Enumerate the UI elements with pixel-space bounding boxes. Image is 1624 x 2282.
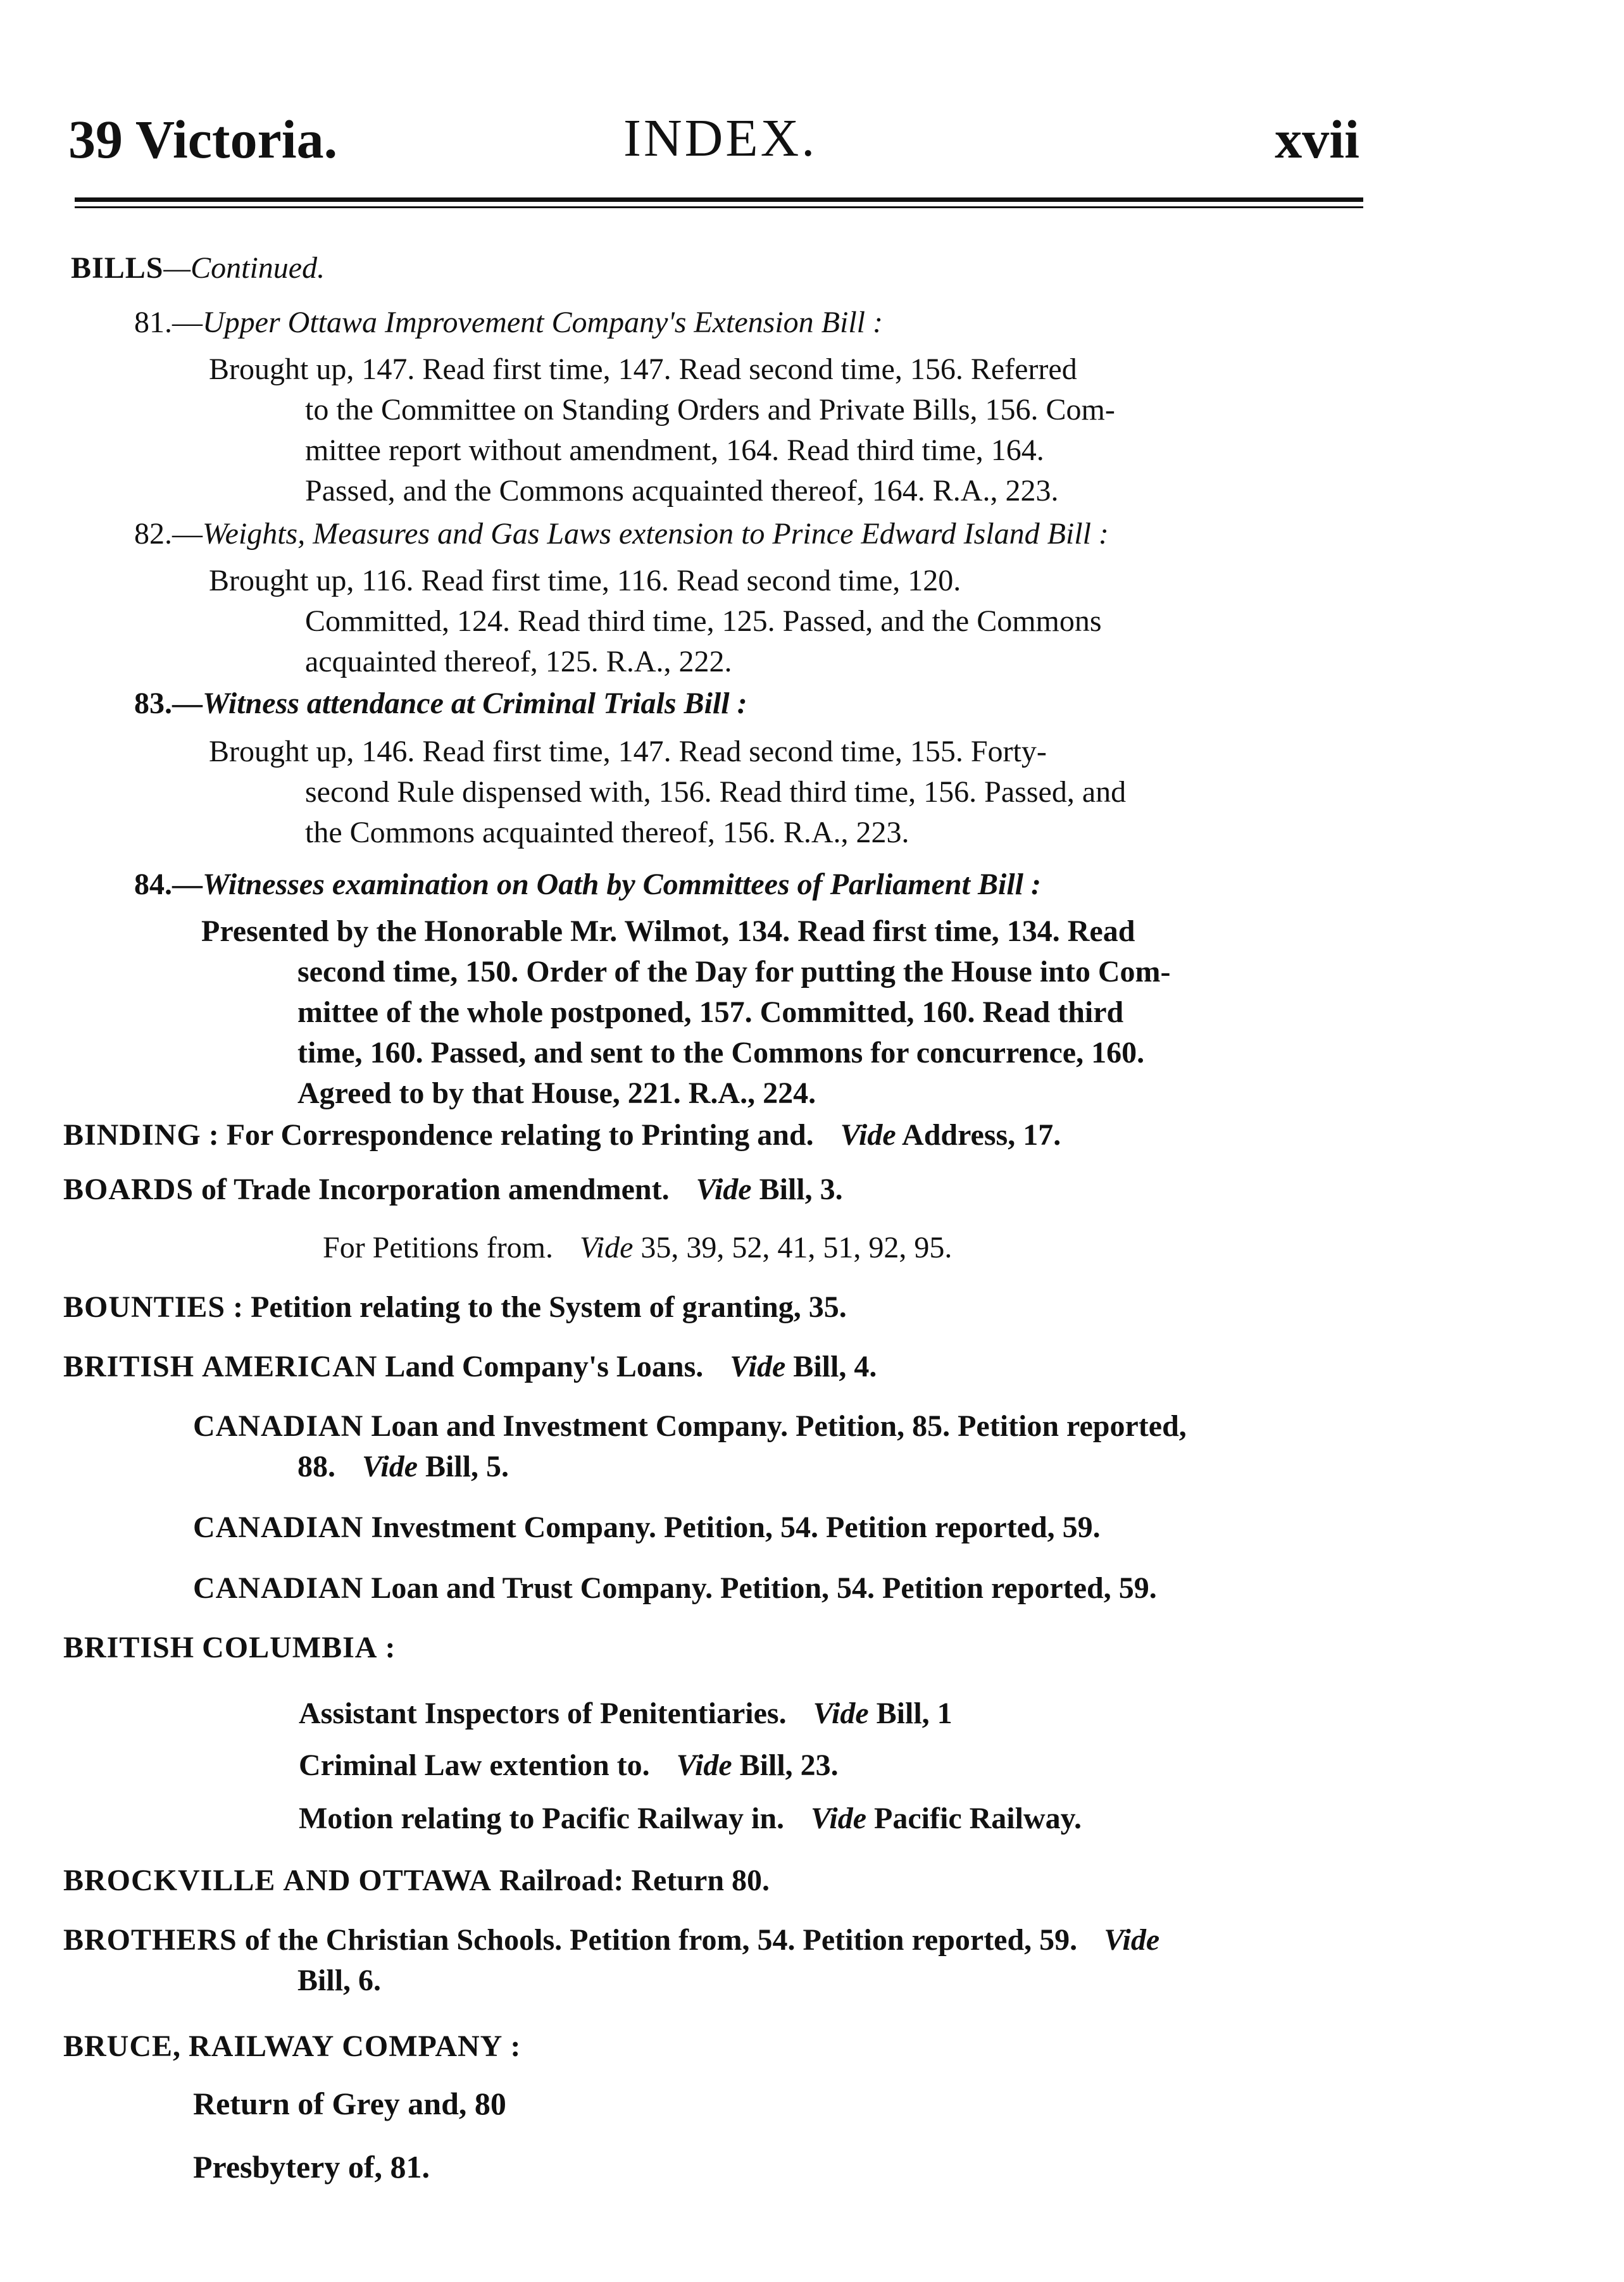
entry-head: COMPANY xyxy=(342,2029,503,2063)
bill-proceedings xyxy=(209,349,1115,511)
bill-title xyxy=(134,302,883,343)
bill-name: Witness attendance at Criminal Trials Bill : xyxy=(203,687,747,720)
entry-ref: 35, 39, 52, 41, 51, 92, 95. xyxy=(640,1231,953,1264)
entry-head: BRITISH xyxy=(63,1631,195,1664)
bill-proceedings xyxy=(201,911,1170,1114)
entry-head: RAILWAY xyxy=(189,2029,335,2063)
proceedings-line: Brought up, 146. Read first time, 147. Read second time, 155. Forty- xyxy=(209,735,1047,768)
entry-head: BROCKVILLE xyxy=(63,1864,276,1897)
bill-number: 83.— xyxy=(134,687,203,720)
entry-head: BOUNTIES xyxy=(63,1290,226,1324)
entry-head: OTTAWA xyxy=(358,1864,492,1897)
entry-text: Criminal Law extention to. xyxy=(299,1749,650,1782)
bill-name: Witnesses examination on Oath by Committees of Parliament Bill : xyxy=(203,868,1041,901)
bill-proceedings xyxy=(209,732,1126,853)
section-heading-suffix: —Continued. xyxy=(163,251,325,285)
proceedings-line: the Commons acquainted thereof, 156. R.A., 223. xyxy=(305,816,909,849)
header-rule-thin xyxy=(75,206,1363,208)
entry-colon: : xyxy=(510,2029,521,2063)
header-title: INDEX. xyxy=(623,109,818,168)
bill-name: Weights, Measures and Gas Laws extension to Prince Edward Island Bill : xyxy=(203,517,1109,551)
entry-text: of the Christian Schools. Petition from, 54. Petition reported, 59. xyxy=(244,1923,1078,1957)
vide-label: Vide xyxy=(362,1450,418,1483)
proceedings-line: time, 160. Passed, and sent to the Commons for concurrence, 160. xyxy=(297,1036,1145,1069)
proceedings-line: Brought up, 116. Read first time, 116. Read second time, 120. xyxy=(209,564,961,597)
index-subentry xyxy=(299,1745,839,1786)
index-subentry-canadian-loan xyxy=(193,1406,1187,1487)
entry-head: AMERICAN xyxy=(202,1350,378,1383)
entry-text: : For Correspondence relating to Printing and. xyxy=(208,1118,814,1152)
proceedings-line: Brought up, 147. Read first time, 147. Read second time, 156. Referred xyxy=(209,352,1077,386)
index-entry-bounties xyxy=(63,1287,847,1328)
entry-text: Loan and Investment Company. Petition, 85. Petition reported, xyxy=(371,1409,1187,1443)
vide-label: Vide xyxy=(840,1118,896,1152)
entry-ref: Bill, 4. xyxy=(793,1350,877,1383)
index-entry-brockville xyxy=(63,1861,770,1901)
vide-label: Vide xyxy=(811,1802,867,1835)
header-session: 39 Victoria. xyxy=(68,109,338,170)
vide-label: Vide xyxy=(1104,1923,1160,1957)
entry-head: CANADIAN xyxy=(193,1571,364,1605)
index-entry-brothers xyxy=(63,1920,1159,2001)
header-page-number: xvii xyxy=(1275,109,1359,170)
proceedings-line: Presented by the Honorable Mr. Wilmot, 134. Read first time, 134. Read xyxy=(201,914,1135,948)
proceedings-line: second Rule dispensed with, 156. Read third time, 156. Passed, and xyxy=(305,775,1127,809)
section-heading-name: BILLS xyxy=(71,251,164,285)
proceedings-line: Passed, and the Commons acquainted thereof, 164. R.A., 223. xyxy=(305,474,1059,508)
entry-ref: Bill, 1 xyxy=(876,1697,953,1730)
index-subentry-canadian-investment xyxy=(193,1507,1101,1548)
header-rule xyxy=(75,197,1363,202)
entry-text: For Petitions from. xyxy=(323,1231,554,1264)
section-heading xyxy=(71,248,325,289)
entry-head: BOARDS xyxy=(63,1173,194,1206)
entry-head: CANADIAN xyxy=(193,1511,364,1544)
entry-text: : Petition relating to the System of granting, 35. xyxy=(233,1290,847,1324)
bill-title xyxy=(134,864,1041,905)
index-subentry-canadian-trust xyxy=(193,1568,1157,1609)
index-subentry xyxy=(299,1799,1082,1839)
entry-ref: Bill, 5. xyxy=(425,1450,509,1483)
index-subentry: Presbytery of, 81. xyxy=(193,2149,430,2185)
vide-label: Vide xyxy=(813,1697,869,1730)
proceedings-line: mittee report without amendment, 164. Read third time, 164. xyxy=(305,433,1044,467)
proceedings-line: acquainted thereof, 125. R.A., 222. xyxy=(305,645,732,678)
vide-label: Vide xyxy=(730,1350,786,1383)
entry-text: 88. xyxy=(297,1450,335,1483)
index-subentry xyxy=(299,1693,953,1734)
bill-number: 84.— xyxy=(134,868,203,901)
proceedings-line: second time, 150. Order of the Day for putting the House into Com- xyxy=(297,955,1171,988)
entry-text: Railroad: Return 80. xyxy=(499,1864,770,1897)
entry-text: Investment Company. Petition, 54. Petition reported, 59. xyxy=(371,1511,1101,1544)
index-entry-british-american xyxy=(63,1347,877,1387)
index-entry-british-columbia xyxy=(63,1628,395,1668)
vide-label: Vide xyxy=(580,1231,634,1264)
entry-head: BRUCE, xyxy=(63,2029,182,2063)
bill-number: 82.— xyxy=(134,517,203,551)
index-subentry: Return of Grey and, 80 xyxy=(193,2086,506,2121)
entry-ref: Pacific Railway. xyxy=(874,1802,1082,1835)
bill-title xyxy=(134,514,1109,554)
bill-number: 81.— xyxy=(134,306,203,339)
index-subentry-boards-petitions xyxy=(323,1228,952,1268)
entry-text: Bill, 6. xyxy=(297,1964,382,1997)
entry-ref: Address, 17. xyxy=(902,1118,1061,1152)
index-entry-bruce xyxy=(63,2026,520,2067)
proceedings-line: mittee of the whole postponed, 157. Committed, 160. Read third xyxy=(297,995,1124,1029)
vide-label: Vide xyxy=(676,1749,732,1782)
proceedings-line: Agreed to by that House, 221. R.A., 224. xyxy=(297,1076,816,1110)
entry-head: BRITISH xyxy=(63,1350,195,1383)
entry-head: AND xyxy=(283,1864,351,1897)
entry-text: Assistant Inspectors of Penitentiaries. xyxy=(299,1697,787,1730)
entry-head: BROTHERS xyxy=(63,1923,237,1957)
entry-text: Motion relating to Pacific Railway in. xyxy=(299,1802,785,1835)
entry-text: Land Company's Loans. xyxy=(385,1350,704,1383)
entry-head: COLUMBIA xyxy=(202,1631,378,1664)
index-entry-binding xyxy=(63,1115,1061,1156)
proceedings-line: to the Committee on Standing Orders and Private Bills, 156. Com- xyxy=(305,393,1115,427)
bill-title xyxy=(134,683,747,724)
index-entry-boards xyxy=(63,1169,843,1210)
entry-head: BINDING xyxy=(63,1118,201,1152)
entry-text: Loan and Trust Company. Petition, 54. Petition reported, 59. xyxy=(371,1571,1157,1605)
entry-colon: : xyxy=(385,1631,396,1664)
entry-text: of Trade Incorporation amendment. xyxy=(201,1173,670,1206)
bill-name: Upper Ottawa Improvement Company's Extension Bill : xyxy=(203,306,883,339)
entry-head: CANADIAN xyxy=(193,1409,364,1443)
entry-ref: Bill, 3. xyxy=(759,1173,843,1206)
bill-proceedings xyxy=(209,561,1102,682)
entry-ref: Bill, 23. xyxy=(739,1749,839,1782)
vide-label: Vide xyxy=(696,1173,752,1206)
proceedings-line: Committed, 124. Read third time, 125. Passed, and the Commons xyxy=(305,604,1102,638)
